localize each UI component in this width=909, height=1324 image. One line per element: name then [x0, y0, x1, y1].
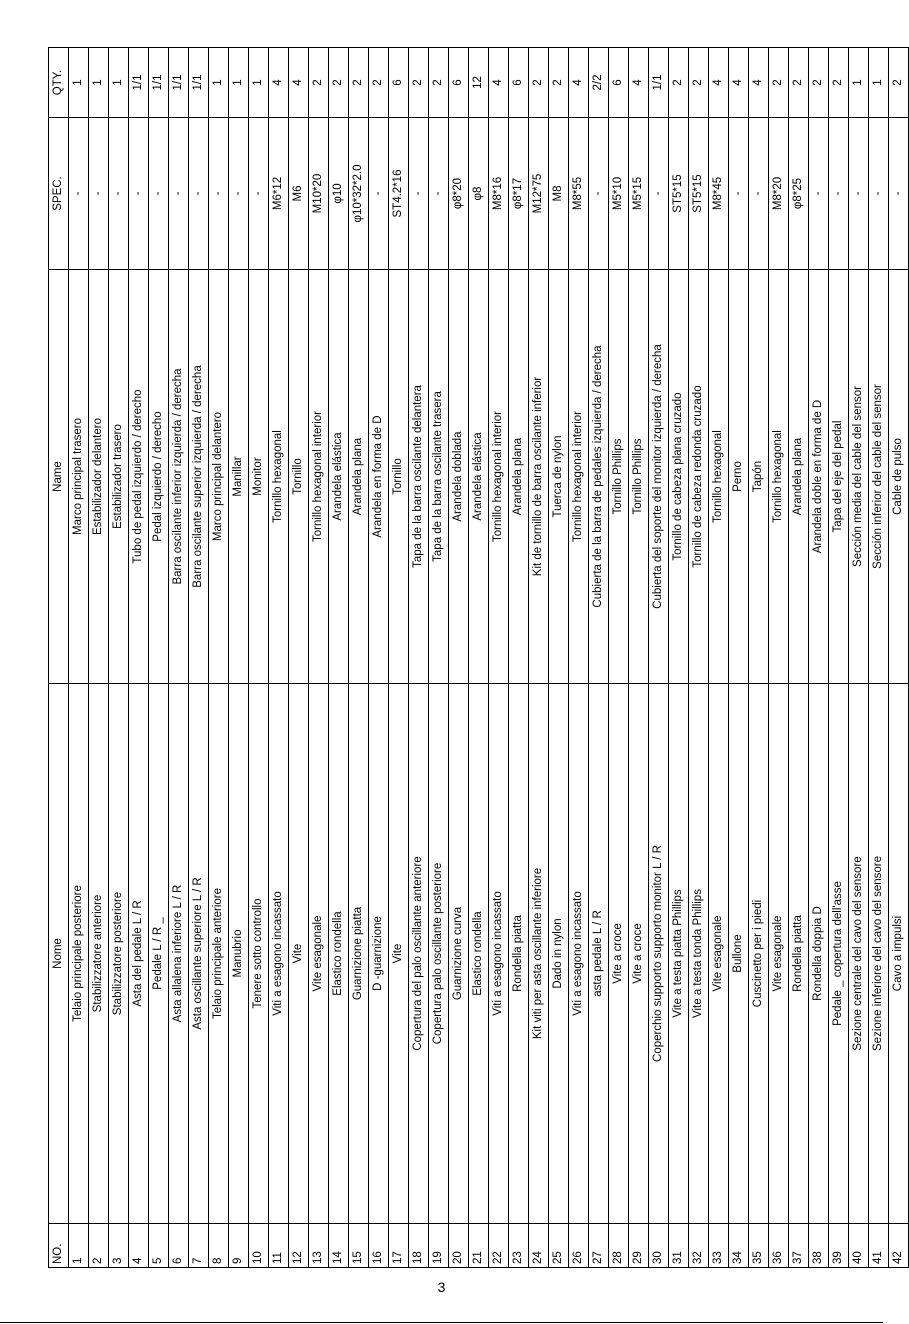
- cell-qty: 1/1: [129, 48, 149, 118]
- cell-name-spanish: Arandela elástica: [329, 270, 349, 684]
- cell-qty: 2: [789, 48, 809, 118]
- cell-spec: -: [169, 118, 189, 270]
- cell-qty: 1: [249, 48, 269, 118]
- cell-spec: M6: [289, 118, 309, 270]
- cell-spec: -: [369, 118, 389, 270]
- table-row: [569, 48, 589, 1268]
- cell-qty: 1: [209, 48, 229, 118]
- cell-name-spanish: Tornillo Phillips: [629, 270, 649, 684]
- cell-spec: -: [829, 118, 849, 270]
- cell-name-italian: Vite a testa piatta Phillips: [669, 684, 689, 1224]
- cell-no: 4: [129, 1224, 149, 1268]
- cell-spec: -: [149, 118, 169, 270]
- cell-qty: 1: [229, 48, 249, 118]
- parts-table: [48, 47, 909, 1268]
- cell-name-italian: Vite: [289, 684, 309, 1224]
- cell-qty: 2: [349, 48, 369, 118]
- cell-no: 11: [269, 1224, 289, 1268]
- cell-qty: 6: [509, 48, 529, 118]
- cell-qty: 1: [89, 48, 109, 118]
- cell-name-spanish: Arandela plana: [349, 270, 369, 684]
- cell-name-spanish: Tornillo: [289, 270, 309, 684]
- cell-no: 33: [709, 1224, 729, 1268]
- cell-name-spanish: Monitor: [249, 270, 269, 684]
- cell-spec: φ8*20: [449, 118, 469, 270]
- cell-spec: -: [429, 118, 449, 270]
- cell-no: 16: [369, 1224, 389, 1268]
- cell-name-italian: Rondella piatta: [509, 684, 529, 1224]
- table-row: [649, 48, 669, 1268]
- table-row: [329, 48, 349, 1268]
- cell-qty: 2: [809, 48, 829, 118]
- cell-spec: -: [109, 118, 129, 270]
- cell-spec: M12*75: [529, 118, 549, 270]
- cell-no: 1: [69, 1224, 89, 1268]
- table-row: [469, 48, 489, 1268]
- cell-name-spanish: Pedal izquierdo / derecho: [149, 270, 169, 684]
- cell-name-italian: Asta allalena inferiore L / R: [169, 684, 189, 1224]
- cell-qty: 2: [329, 48, 349, 118]
- table-row: [149, 48, 169, 1268]
- cell-spec: M8: [549, 118, 569, 270]
- cell-name-italian: Sezione centrale del cavo del sensore: [849, 684, 869, 1224]
- cell-name-italian: Telaio principale anteriore: [209, 684, 229, 1224]
- cell-name-spanish: Arandela elástica: [469, 270, 489, 684]
- cell-name-italian: Stabilizzatore anteriore: [89, 684, 109, 1224]
- cell-spec: -: [69, 118, 89, 270]
- cell-qty: 2: [689, 48, 709, 118]
- cell-spec: M10*20: [309, 118, 329, 270]
- cell-spec: φ8: [469, 118, 489, 270]
- table-row: [609, 48, 629, 1268]
- cell-no: 3: [109, 1224, 129, 1268]
- cell-no: 38: [809, 1224, 829, 1268]
- page-number: 3: [437, 1279, 446, 1295]
- table-row: [749, 48, 769, 1268]
- cell-name-spanish: Kit de tornillo de barra oscilante inferior: [529, 270, 549, 684]
- parts-list-rotated: [48, 48, 904, 1268]
- cell-qty: 4: [289, 48, 309, 118]
- table-row: [789, 48, 809, 1268]
- cell-name-italian: Bullone: [729, 684, 749, 1224]
- cell-name-spanish: Barra oscilante inferior izquierda / derecha: [169, 270, 189, 684]
- cell-no: 13: [309, 1224, 329, 1268]
- cell-name-italian: Dado in nylon: [549, 684, 569, 1224]
- cell-name-italian: Viti a esagono incassato: [569, 684, 589, 1224]
- cell-spec: -: [189, 118, 209, 270]
- cell-name-italian: D -guarnizione: [369, 684, 389, 1224]
- cell-spec: -: [729, 118, 749, 270]
- cell-name-italian: Asta del pedale L / R: [129, 684, 149, 1224]
- cell-name-spanish: Arandela doble en forma de D: [809, 270, 829, 684]
- cell-no: 37: [789, 1224, 809, 1268]
- cell-no: 41: [869, 1224, 889, 1268]
- cell-name-italian: Copertura palo oscillante posteriore: [429, 684, 449, 1224]
- cell-name-italian: Vite a croce: [609, 684, 629, 1224]
- header-no: NO.: [49, 1224, 69, 1268]
- cell-qty: 4: [569, 48, 589, 118]
- cell-qty: 1: [869, 48, 889, 118]
- cell-qty: 1/1: [649, 48, 669, 118]
- header-name-italian: Nome: [49, 684, 69, 1224]
- cell-no: 32: [689, 1224, 709, 1268]
- cell-name-spanish: Marco principal trasero: [69, 270, 89, 684]
- table-row: [629, 48, 649, 1268]
- cell-name-italian: Vite esagonale: [709, 684, 729, 1224]
- cell-name-spanish: Tapa de la barra oscilante trasera: [429, 270, 449, 684]
- header-row: [49, 48, 69, 1268]
- cell-name-spanish: Arandela plana: [509, 270, 529, 684]
- table-row: [409, 48, 429, 1268]
- cell-spec: -: [409, 118, 429, 270]
- cell-qty: 4: [629, 48, 649, 118]
- cell-spec: M6*12: [269, 118, 289, 270]
- table-row: [429, 48, 449, 1268]
- table-row: [529, 48, 549, 1268]
- cell-no: 28: [609, 1224, 629, 1268]
- cell-qty: 1/1: [169, 48, 189, 118]
- header-spec: SPEC.: [49, 118, 69, 270]
- cell-name-spanish: Tuerca de nylon: [549, 270, 569, 684]
- table-row: [509, 48, 529, 1268]
- table-row: [189, 48, 209, 1268]
- cell-no: 39: [829, 1224, 849, 1268]
- table-row: [169, 48, 189, 1268]
- table-row: [109, 48, 129, 1268]
- cell-name-italian: Vite: [389, 684, 409, 1224]
- cell-spec: ST5*15: [689, 118, 709, 270]
- cell-no: 5: [149, 1224, 169, 1268]
- cell-name-spanish: Tornillo Phillips: [609, 270, 629, 684]
- table-row: [549, 48, 569, 1268]
- cell-name-italian: asta pedale L / R: [589, 684, 609, 1224]
- cell-name-italian: Guarnizione piatta: [349, 684, 369, 1224]
- cell-qty: 2/2: [589, 48, 609, 118]
- cell-name-spanish: Arandela en forma de D: [369, 270, 389, 684]
- cell-spec: -: [229, 118, 249, 270]
- cell-no: 14: [329, 1224, 349, 1268]
- cell-qty: 2: [429, 48, 449, 118]
- cell-name-spanish: Cubierta de la barra de pedales izquierda / derecha: [589, 270, 609, 684]
- cell-qty: 2: [369, 48, 389, 118]
- cell-spec: -: [889, 118, 909, 270]
- cell-name-italian: Asta oscillante superiore L / R: [189, 684, 209, 1224]
- cell-name-italian: Kit viti per asta oscillante inferiore: [529, 684, 549, 1224]
- cell-qty: 2: [669, 48, 689, 118]
- cell-name-spanish: Tornillo de cabeza plana cruzado: [669, 270, 689, 684]
- table-row: [849, 48, 869, 1268]
- table-row: [309, 48, 329, 1268]
- table-row: [89, 48, 109, 1268]
- cell-no: 21: [469, 1224, 489, 1268]
- cell-name-italian: Viti a esagono incassato: [269, 684, 289, 1224]
- cell-qty: 4: [709, 48, 729, 118]
- cell-spec: -: [809, 118, 829, 270]
- cell-no: 30: [649, 1224, 669, 1268]
- cell-no: 36: [769, 1224, 789, 1268]
- cell-spec: ST4.2*16: [389, 118, 409, 270]
- cell-name-spanish: Arandela doblada: [449, 270, 469, 684]
- cell-name-spanish: Estabilizador trasero: [109, 270, 129, 684]
- table-row: [269, 48, 289, 1268]
- cell-no: 2: [89, 1224, 109, 1268]
- cell-no: 15: [349, 1224, 369, 1268]
- cell-no: 29: [629, 1224, 649, 1268]
- table-row: [689, 48, 709, 1268]
- cell-name-spanish: Tubo de pedal izquierdo / derecho: [129, 270, 149, 684]
- cell-no: 12: [289, 1224, 309, 1268]
- cell-name-spanish: Arandela plana: [789, 270, 809, 684]
- cell-no: 27: [589, 1224, 609, 1268]
- cell-no: 42: [889, 1224, 909, 1268]
- cell-spec: φ10: [329, 118, 349, 270]
- cell-qty: 4: [269, 48, 289, 118]
- table-row: [249, 48, 269, 1268]
- cell-name-italian: Sezione inferiore del cavo del sensore: [869, 684, 889, 1224]
- cell-qty: 2: [409, 48, 429, 118]
- header-name-spanish: Name: [49, 270, 69, 684]
- cell-name-italian: Coperchio supporto supporto monitor L / R: [649, 684, 669, 1224]
- table-row: [709, 48, 729, 1268]
- cell-name-spanish: Perno: [729, 270, 749, 684]
- cell-qty: 4: [729, 48, 749, 118]
- cell-no: 20: [449, 1224, 469, 1268]
- cell-qty: 4: [749, 48, 769, 118]
- cell-no: 17: [389, 1224, 409, 1268]
- cell-name-italian: Vite esagonale: [769, 684, 789, 1224]
- cell-no: 34: [729, 1224, 749, 1268]
- cell-qty: 1: [849, 48, 869, 118]
- cell-name-spanish: Tornillo hexagonal: [769, 270, 789, 684]
- cell-name-italian: Rondella doppia D: [809, 684, 829, 1224]
- cell-name-spanish: Tornillo: [389, 270, 409, 684]
- cell-qty: 4: [489, 48, 509, 118]
- cell-name-spanish: Marco principal delantero: [209, 270, 229, 684]
- cell-name-italian: Cavo a impulsi: [889, 684, 909, 1224]
- cell-spec: -: [249, 118, 269, 270]
- cell-no: 23: [509, 1224, 529, 1268]
- cell-name-spanish: Barra oscilante superior izquierda / derecha: [189, 270, 209, 684]
- cell-name-italian: Viti a esagono incassato: [489, 684, 509, 1224]
- cell-name-italian: Vite a testa tonda Phillips: [689, 684, 709, 1224]
- cell-qty: 2: [549, 48, 569, 118]
- cell-no: 10: [249, 1224, 269, 1268]
- cell-name-italian: Rondella piatta: [789, 684, 809, 1224]
- table-row: [489, 48, 509, 1268]
- cell-no: 8: [209, 1224, 229, 1268]
- cell-spec: φ10*32*2.0: [349, 118, 369, 270]
- cell-name-spanish: Tornillo hexagonal: [709, 270, 729, 684]
- cell-name-italian: Manubrio: [229, 684, 249, 1224]
- cell-spec: -: [749, 118, 769, 270]
- cell-name-italian: Pedale _ copertura dell'asse: [829, 684, 849, 1224]
- cell-no: 26: [569, 1224, 589, 1268]
- table-row: [869, 48, 889, 1268]
- table-row: [449, 48, 469, 1268]
- cell-spec: -: [209, 118, 229, 270]
- cell-name-italian: Vite a croce: [629, 684, 649, 1224]
- table-row: [69, 48, 89, 1268]
- cell-spec: -: [129, 118, 149, 270]
- cell-spec: M8*16: [489, 118, 509, 270]
- cell-qty: 12: [469, 48, 489, 118]
- cell-spec: -: [869, 118, 889, 270]
- table-row: [589, 48, 609, 1268]
- cell-no: 40: [849, 1224, 869, 1268]
- cell-spec: M8*20: [769, 118, 789, 270]
- cell-name-spanish: Tapa de la barra oscilante delantera: [409, 270, 429, 684]
- cell-spec: M8*55: [569, 118, 589, 270]
- bottom-divider: [0, 1322, 883, 1323]
- cell-no: 25: [549, 1224, 569, 1268]
- cell-name-spanish: Tornillo hexagonal interior: [489, 270, 509, 684]
- table-row: [389, 48, 409, 1268]
- cell-name-italian: Stabilizzatore posteriore: [109, 684, 129, 1224]
- cell-spec: φ8*25: [789, 118, 809, 270]
- cell-qty: 1/1: [189, 48, 209, 118]
- cell-no: 7: [189, 1224, 209, 1268]
- cell-no: 22: [489, 1224, 509, 1268]
- cell-no: 35: [749, 1224, 769, 1268]
- cell-name-italian: Vite esagonale: [309, 684, 329, 1224]
- table-row: [229, 48, 249, 1268]
- cell-qty: 6: [389, 48, 409, 118]
- cell-spec: -: [589, 118, 609, 270]
- cell-name-italian: Elastico rondella: [469, 684, 489, 1224]
- table-row: [809, 48, 829, 1268]
- table-row: [769, 48, 789, 1268]
- cell-name-italian: Cuscinetto per i piedi: [749, 684, 769, 1224]
- cell-name-italian: Guarnizione curva: [449, 684, 469, 1224]
- table-row: [829, 48, 849, 1268]
- cell-name-spanish: Tapón: [749, 270, 769, 684]
- cell-no: 31: [669, 1224, 689, 1268]
- cell-name-spanish: Cable de pulso: [889, 270, 909, 684]
- table-row: [369, 48, 389, 1268]
- cell-name-spanish: Cubierta del soporte del monitor izquierda / derecha: [649, 270, 669, 684]
- cell-name-spanish: Tapa del eje del pedal: [829, 270, 849, 684]
- cell-spec: φ8*17: [509, 118, 529, 270]
- cell-qty: 1/1: [149, 48, 169, 118]
- cell-name-spanish: Tornillo hexagonal interior: [569, 270, 589, 684]
- cell-spec: -: [849, 118, 869, 270]
- cell-qty: 2: [889, 48, 909, 118]
- cell-name-italian: Pedale L / R _: [149, 684, 169, 1224]
- cell-name-italian: Copertura del palo oscillante anteriore: [409, 684, 429, 1224]
- table-row: [669, 48, 689, 1268]
- cell-name-italian: Elastico rondella: [329, 684, 349, 1224]
- cell-qty: 2: [829, 48, 849, 118]
- cell-qty: 2: [769, 48, 789, 118]
- cell-spec: M5*10: [609, 118, 629, 270]
- table-row: [129, 48, 149, 1268]
- table-row: [289, 48, 309, 1268]
- cell-spec: -: [89, 118, 109, 270]
- cell-no: 6: [169, 1224, 189, 1268]
- cell-name-spanish: Tornillo de cabeza redonda cruzado: [689, 270, 709, 684]
- cell-no: 19: [429, 1224, 449, 1268]
- header-qty: QTY.: [49, 48, 69, 118]
- cell-spec: M5*15: [629, 118, 649, 270]
- cell-name-spanish: Tornillo hexagonal: [269, 270, 289, 684]
- cell-no: 24: [529, 1224, 549, 1268]
- cell-qty: 2: [529, 48, 549, 118]
- cell-spec: -: [649, 118, 669, 270]
- cell-name-spanish: Sección media del cable del sensor: [849, 270, 869, 684]
- cell-name-spanish: Estabilizador delantero: [89, 270, 109, 684]
- table-row: [889, 48, 909, 1268]
- table-row: [349, 48, 369, 1268]
- cell-name-italian: Tenere sotto controllo: [249, 684, 269, 1224]
- cell-name-spanish: Tornillo hexagonal interior: [309, 270, 329, 684]
- cell-qty: 1: [109, 48, 129, 118]
- cell-qty: 6: [449, 48, 469, 118]
- cell-name-spanish: Manillar: [229, 270, 249, 684]
- cell-name-italian: Telaio principale posteriore: [69, 684, 89, 1224]
- cell-qty: 2: [309, 48, 329, 118]
- table-row: [209, 48, 229, 1268]
- cell-qty: 1: [69, 48, 89, 118]
- cell-qty: 6: [609, 48, 629, 118]
- cell-spec: ST5*15: [669, 118, 689, 270]
- cell-no: 18: [409, 1224, 429, 1268]
- cell-no: 9: [229, 1224, 249, 1268]
- cell-spec: M8*45: [709, 118, 729, 270]
- table-row: [729, 48, 749, 1268]
- cell-name-spanish: Sección inferior del cable del sensor: [869, 270, 889, 684]
